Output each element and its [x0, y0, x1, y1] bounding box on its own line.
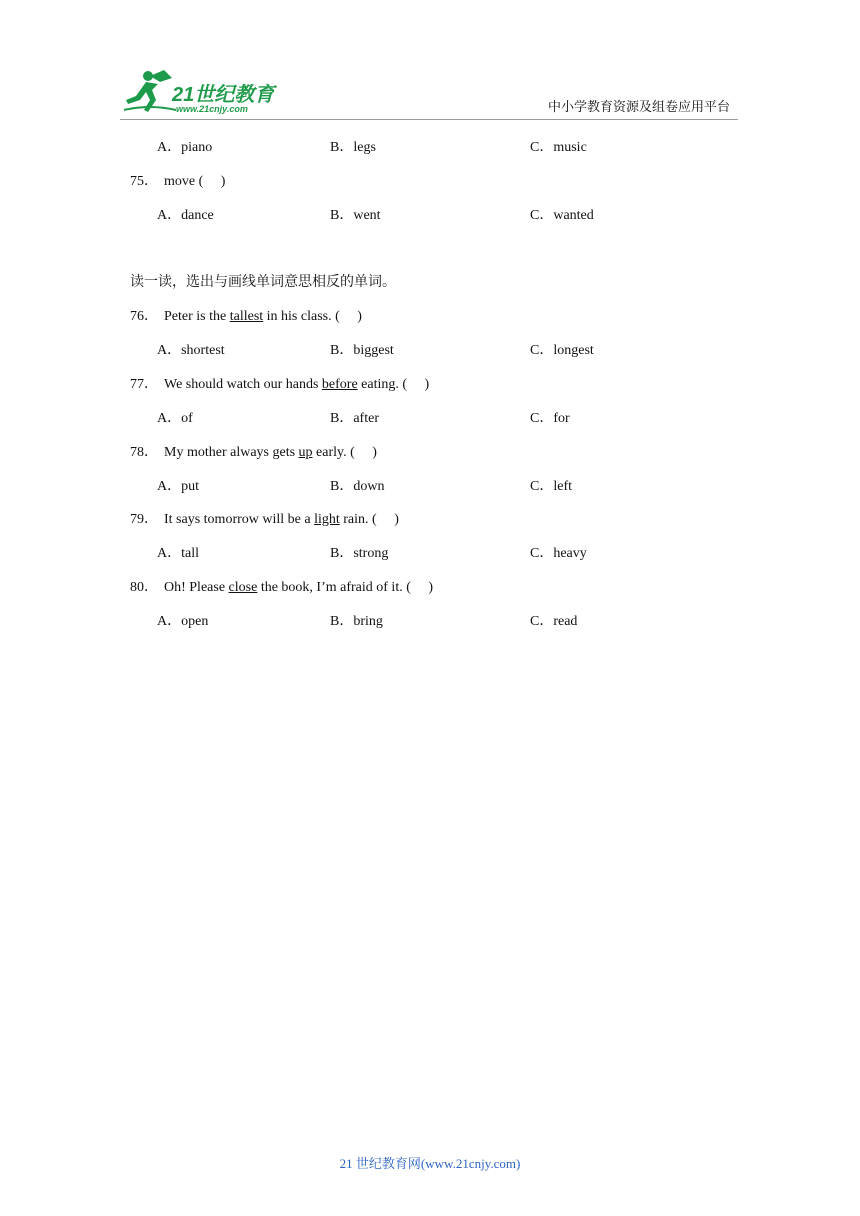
q75-option-c[interactable]: C．wanted: [530, 208, 594, 223]
q80-pre: Oh! Please: [164, 580, 229, 595]
runner-logo-icon: [120, 66, 180, 118]
q77-pre: We should watch our hands: [164, 377, 322, 392]
q76-option-a[interactable]: A．shortest: [157, 343, 225, 358]
q75-option-a[interactable]: A．dance: [157, 208, 214, 223]
q76-post: in his class. ( ): [263, 309, 362, 324]
q75-options: [0, 205, 860, 227]
q80-option-b[interactable]: B．bring: [330, 614, 383, 629]
q80-post: the book, I’m afraid of it. ( ): [257, 580, 434, 595]
q79-stem: [130, 509, 399, 531]
q78-underlined-word: up: [298, 445, 313, 460]
q76-stem: [130, 306, 362, 328]
q77-underlined-word: before: [321, 377, 358, 392]
q77-post: eating. ( ): [357, 377, 430, 392]
logo-url: www.21cnjy.com: [176, 104, 248, 114]
q79-number: 79．: [130, 512, 158, 527]
q80-stem: [130, 577, 433, 599]
q76-option-c[interactable]: C．longest: [530, 343, 594, 358]
section-instruction: 读一读，选出与画线单词意思相反的单词。: [130, 275, 396, 290]
q76-number: 76．: [130, 309, 158, 324]
q75-text: move ( ): [164, 174, 226, 189]
q77-option-a[interactable]: A．of: [157, 411, 193, 426]
q80-underlined-word: close: [228, 580, 258, 595]
q79-option-a[interactable]: A．tall: [157, 546, 199, 561]
q78-post: early. ( ): [312, 445, 377, 460]
q78-pre: My mother always gets: [164, 445, 299, 460]
q79-option-b[interactable]: B．strong: [330, 546, 389, 561]
q78-stem: [130, 442, 377, 464]
page-footer[interactable]: 21 世纪教育网(www.21cnjy.com): [339, 1156, 521, 1171]
q76-underlined-word: tallest: [229, 309, 264, 324]
q74-option-c[interactable]: C．music: [530, 140, 587, 155]
q79-post: rain. ( ): [339, 512, 399, 527]
page-header: [0, 0, 860, 120]
q77-option-c[interactable]: C．for: [530, 411, 570, 426]
q80-option-c[interactable]: C．read: [530, 614, 578, 629]
q77-stem: [130, 374, 429, 396]
q74-options: [0, 137, 860, 159]
q77-option-b[interactable]: B．after: [330, 411, 379, 426]
q76-option-b[interactable]: B．biggest: [330, 343, 394, 358]
q75-option-b[interactable]: B．went: [330, 208, 381, 223]
q78-option-a[interactable]: A．put: [157, 479, 199, 494]
q78-option-b[interactable]: B．down: [330, 479, 385, 494]
q80-options: [0, 611, 860, 633]
header-platform-text: 中小学教育资源及组卷应用平台: [547, 99, 730, 114]
logo: [120, 66, 290, 118]
q75-stem: [130, 171, 225, 193]
q76-pre: Peter is the: [164, 309, 230, 324]
header-divider: [120, 119, 738, 120]
q76-options: [0, 340, 860, 362]
q79-options: [0, 543, 860, 565]
q80-option-a[interactable]: A．open: [157, 614, 209, 629]
q78-number: 78．: [130, 445, 158, 460]
q78-option-c[interactable]: C．left: [530, 479, 572, 494]
q77-number: 77．: [130, 377, 158, 392]
q74-option-a[interactable]: A．piano: [157, 140, 213, 155]
q74-option-b[interactable]: B．legs: [330, 140, 376, 155]
q77-options: [0, 408, 860, 430]
q79-pre: It says tomorrow will be a: [164, 512, 315, 527]
q78-options: [0, 476, 860, 498]
q75-number: 75．: [130, 174, 158, 189]
q80-number: 80．: [130, 580, 158, 595]
q79-option-c[interactable]: C．heavy: [530, 546, 587, 561]
q79-underlined-word: light: [314, 512, 340, 527]
logo-text: 21世纪教育: [172, 84, 275, 106]
